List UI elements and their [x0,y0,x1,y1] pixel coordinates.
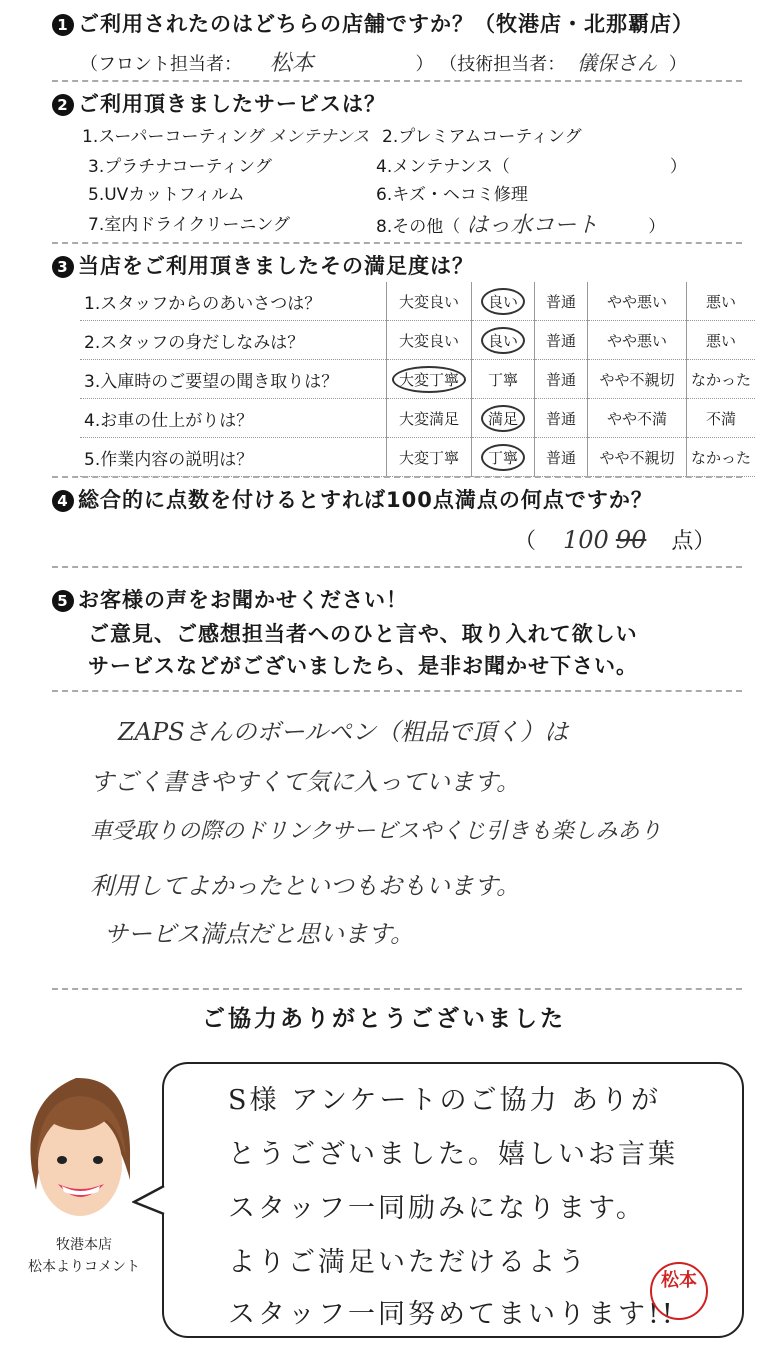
service-7: 7.室内ドライクリーニング [88,215,291,235]
service-8-note: はっ水コート [466,213,599,238]
satisfaction-option [687,360,756,399]
service-1-note: メンテナンス [268,127,370,147]
reply-line: S様 アンケートのご協力 ありが [228,1085,662,1116]
option-label: 普通 [545,370,576,389]
option-label: なかった [690,448,751,467]
service-6: 6.キズ・ヘコミ修理 [376,185,528,205]
comment-line: ZAPSさんのボールペン（粗品で頂く）は [118,718,569,746]
satisfaction-option [387,438,472,477]
satisfaction-option [535,399,588,438]
q2-question: 2 ご利用頂きましたサービスは？ [52,88,386,118]
staff-caption [14,1234,154,1278]
satisfaction-option [535,360,588,399]
q5-line-2: ご意見、ご感想担当者へのひと言や、取り入れて欲しい [88,622,638,646]
q5-question: 5 お客様の声をお聞かせください！ [52,584,408,614]
q5-line-3: サービスなどがございましたら、是非お聞かせ下さい。 [88,654,638,678]
tech-label: （技術担当者： [439,54,566,75]
divider [52,242,742,244]
score-open: （ [514,529,537,554]
divider [52,566,742,568]
satisfaction-row [80,438,755,477]
option-label: やや不親切 [599,448,675,467]
option-label: 悪い [705,331,736,350]
satisfaction-row [80,360,755,399]
satisfaction-option [387,321,472,360]
front-label: （フロント担当者： [80,54,242,75]
satisfaction-option [588,399,687,438]
service-8: 8.その他（ はっ水コート ） [376,213,666,238]
satisfaction-row-label: 1.スタッフからのあいさつは？ [80,282,387,321]
comment-line: サービス満点だと思います。 [104,920,415,948]
name-stamp: 松本 [650,1262,708,1320]
divider [52,988,742,990]
option-label: 大変良い [398,331,459,350]
service-4: 4.メンテナンス（ ） [376,157,687,177]
divider [52,80,742,82]
satisfaction-row-label: 2.スタッフの身だしなみは？ [80,321,387,360]
option-label: やや不満 [606,409,667,428]
service-2: 2.プレミアムコーティング [382,127,582,147]
option-label: やや悪い [606,331,667,350]
option-label: 大変丁寧 [398,448,459,467]
score-crossed: 90 [615,526,647,554]
satisfaction-option [535,282,588,321]
option-label: 普通 [545,292,576,311]
staff-portrait-icon [14,1060,144,1230]
reply-line: スタッフ一同努めてまいります!! [228,1299,676,1330]
score-value: 100 [563,526,609,554]
front-staff-value: 松本 [269,51,314,76]
reply-line: とうございました。嬉しいお言葉 [228,1139,678,1170]
reply-line: スタッフ一同励みになります。 [228,1193,646,1224]
option-label: やや悪い [606,292,667,311]
staff-avatar [14,1060,144,1230]
option-label: なかった [690,370,751,389]
q4-question: 4 総合的に点数を付けるとすれば100点満点の何点ですか？ [52,484,653,514]
score-line [514,524,715,555]
option-label: 悪い [705,292,736,311]
comment-line: 車受取りの際のドリンクサービスやくじ引きも楽しみあり [90,819,662,844]
satisfaction-option [588,360,687,399]
staff-store: 牧港本店 [56,1237,112,1253]
service-5: 5.UVカットフィルム [88,185,245,205]
front-close: ） [415,54,434,75]
option-label: 丁寧 [487,370,518,389]
divider [52,690,742,692]
satisfaction-option [472,360,535,399]
comment-line: 利用してよかったといつもおもいます。 [90,872,521,900]
satisfaction-option [472,438,535,477]
satisfaction-option [387,282,472,321]
q5-number-icon: 5 [52,590,74,612]
divider [52,476,742,478]
staff-comment-label: 松本よりコメント [28,1259,140,1275]
tech-staff-value: 儀保さん [576,51,657,75]
service-1: 1.スーパーコーティング メンテナンス [82,127,370,147]
reply-line: よりご満足いただけるよう [228,1247,588,1278]
q4-number-icon: 4 [52,490,74,512]
satisfaction-table [80,282,755,477]
option-label: 大変良い [398,292,459,311]
q2-number-icon: 2 [52,94,74,116]
selected-option-circle: 良い [481,288,525,315]
q1-question: 1 ご利用されたのはどちらの店舗ですか？（牧港店・北那覇店） [52,8,694,38]
option-label: 普通 [545,331,576,350]
satisfaction-option [387,360,472,399]
q3-number-icon: 3 [52,256,74,278]
satisfaction-row-label: 3.入庫時のご要望の聞き取りは？ [80,360,387,399]
q1-number-icon: 1 [52,14,74,36]
satisfaction-row-label: 5.作業内容の説明は？ [80,438,387,477]
satisfaction-option [588,282,687,321]
q1-staff-line [80,46,687,77]
option-label: やや不親切 [599,370,675,389]
satisfaction-option [472,321,535,360]
satisfaction-option [687,399,756,438]
satisfaction-row [80,321,755,360]
satisfaction-option [472,282,535,321]
selected-option-circle: 丁寧 [481,444,525,471]
option-label: 不満 [705,409,736,428]
selected-option-circle: 大変丁寧 [392,366,466,393]
satisfaction-row [80,399,755,438]
tech-close: ） [668,54,687,75]
service-3: 3.プラチナコーティング [88,157,272,177]
satisfaction-option [687,438,756,477]
q3-question: 3 当店をご利用頂きましたその満足度は？ [52,250,474,280]
satisfaction-option [387,399,472,438]
satisfaction-row [80,282,755,321]
satisfaction-row-label: 4.お車の仕上がりは？ [80,399,387,438]
satisfaction-option [588,438,687,477]
satisfaction-option [535,321,588,360]
satisfaction-option [588,321,687,360]
satisfaction-option [687,282,756,321]
option-label: 普通 [545,409,576,428]
satisfaction-option [535,438,588,477]
comment-line: すごく書きやすくて気に入っています。 [90,768,521,796]
selected-option-circle: 良い [481,327,525,354]
selected-option-circle: 満足 [481,405,525,432]
satisfaction-option [472,399,535,438]
satisfaction-option [687,321,756,360]
option-label: 大変満足 [398,409,459,428]
bubble-tail-icon [132,1184,166,1218]
thanks-heading: ご協力ありがとうございました [202,1006,566,1032]
score-unit: 点） [671,529,716,554]
option-label: 普通 [545,448,576,467]
